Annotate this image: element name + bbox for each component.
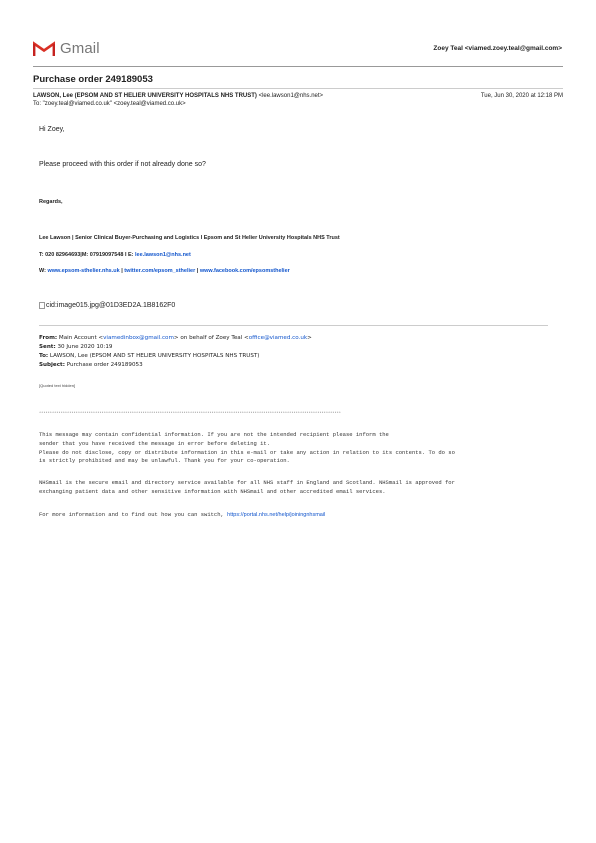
gmail-m-icon xyxy=(33,41,55,57)
signature-phone: T: 020 82964693|M: 07919097548 I E: xyxy=(39,252,136,258)
forwarded-sent xyxy=(39,343,312,352)
signature-web-line xyxy=(39,268,290,274)
sender-name: LAWSON, Lee (EPSOM AND ST HELIER UNIVERSITY HOSPITALS NHS TRUST) xyxy=(33,93,257,99)
forwarded-from xyxy=(39,334,312,343)
twitter-link[interactable]: twitter.com/epsom_sthelier xyxy=(124,268,196,274)
account-email: Zoey Teal <viamed.zoey.teal@gmail.com> xyxy=(433,45,562,52)
signature-name: Lee Lawson | Senior Clinical Buyer-Purchasing and Logistics I Epsom and St Helier University Hospitals NHS Trust xyxy=(39,235,340,241)
broken-image-icon xyxy=(39,302,45,309)
more-info-text: For more information and to find out how you can switch, xyxy=(39,511,228,518)
forward-divider xyxy=(39,325,548,326)
signature-phone-line xyxy=(39,252,191,258)
subject-value: Purchase order 249189053 xyxy=(64,362,143,368)
link-separator: | xyxy=(119,268,125,274)
to-label: To: xyxy=(39,353,49,359)
broken-image xyxy=(39,302,175,309)
image-alt-text: cid:image015.jpg@01D3ED2A.1B8162F0 xyxy=(46,302,176,309)
disclaimer-text: This message may contain confidential information. If you are not the intended recipient please inform the sender that you have received the message in error before deleting it. Please do not disclose, copy or distribute information in this e-mail or take any action in relation to its contents. To do so is strictly prohibited and may be unlawful. Thank you for your co-operation. xyxy=(39,431,455,465)
gmail-wordmark: Gmail xyxy=(60,40,100,57)
from-link-inbox[interactable]: viamedinbox@gmail.com xyxy=(103,335,174,341)
from-text: > xyxy=(307,335,312,341)
body-line: Please proceed with this order if not already done so? xyxy=(39,161,206,168)
gmail-logo[interactable] xyxy=(33,40,100,57)
subject-label: Subject: xyxy=(39,362,65,368)
link-separator: | xyxy=(195,268,200,274)
website-link[interactable]: www.epsom-sthelier.nhs.uk xyxy=(47,268,120,274)
forwarded-subject xyxy=(39,361,312,370)
facebook-link[interactable]: www.facebook.com/epsomsthelier xyxy=(199,268,290,274)
regards: Regards, xyxy=(39,199,63,205)
from-label: From: xyxy=(39,335,58,341)
quoted-text-hidden[interactable]: [Quoted text hidden] xyxy=(39,383,76,388)
nhsmail-help-link[interactable]: https://portal.nhs.net/help/joiningnhsmail xyxy=(227,512,326,518)
more-info-line xyxy=(39,511,325,520)
web-prefix: W: xyxy=(39,268,48,274)
to-value: LAWSON, Lee (EPSOM AND ST HELIER UNIVERSITY HOSPITALS NHS TRUST) xyxy=(48,353,260,359)
sender-line xyxy=(33,93,323,99)
recipient-line: To: "zoey.teal@viamed.co.uk" <zoey.teal@viamed.co.uk> xyxy=(33,101,186,107)
greeting: Hi Zoey, xyxy=(39,126,65,133)
sent-label: Sent: xyxy=(39,344,56,350)
from-link-office[interactable]: office@viamed.co.uk xyxy=(248,335,308,341)
header-divider xyxy=(33,66,563,67)
forwarded-to xyxy=(39,352,312,361)
subject-divider xyxy=(33,88,563,89)
message-date: Tue, Jun 30, 2020 at 12:18 PM xyxy=(480,93,563,99)
from-text: Main Account < xyxy=(57,335,104,341)
sent-value: 30 June 2020 10:19 xyxy=(55,344,113,350)
sender-email: <lee.lawson1@nhs.net> xyxy=(256,93,324,99)
from-text: > on behalf of Zoey Teal < xyxy=(173,335,249,341)
stars-separator: ******************************************************************************************************************************************** xyxy=(39,412,341,416)
signature-email-link[interactable]: lee.lawson1@nhs.net xyxy=(135,252,191,258)
message-subject: Purchase order 249189053 xyxy=(33,74,153,85)
nhsmail-text: NHSmail is the secure email and directory service available for all NHS staff in England and Scotland. NHSmail is approved for exchanging patient data and other sensitive information with NHSmail and other accredited email services. xyxy=(39,479,455,495)
forwarded-header xyxy=(39,334,312,370)
